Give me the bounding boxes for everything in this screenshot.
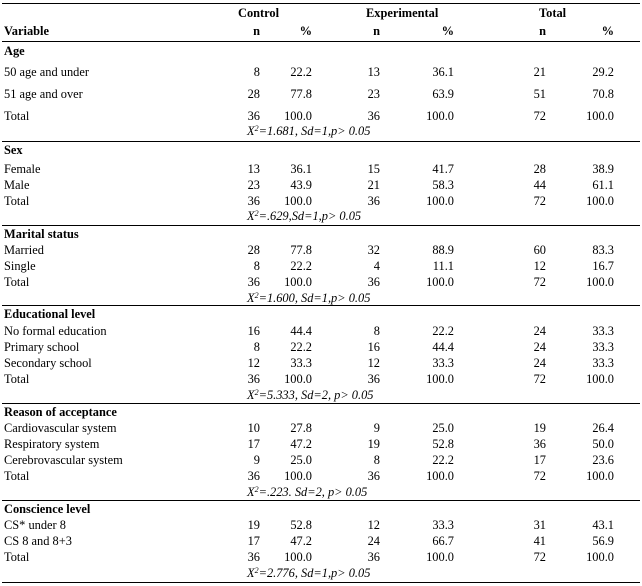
variable-header: Variable bbox=[4, 24, 49, 38]
table-cell: 36 bbox=[367, 550, 380, 564]
table-cell: 28 bbox=[247, 87, 260, 101]
table-cell: 100.0 bbox=[284, 109, 312, 123]
table-cell: 36 bbox=[367, 109, 380, 123]
table-cell: 24 bbox=[367, 534, 380, 548]
table-cell: 100.0 bbox=[284, 469, 312, 483]
table-cell: 21 bbox=[367, 178, 380, 192]
stat-text: =1.600, Sd=1,p> 0.05 bbox=[258, 291, 371, 305]
table-cell: 44 bbox=[533, 178, 546, 192]
table-cell: 36 bbox=[367, 372, 380, 386]
table-cell: 28 bbox=[247, 243, 260, 257]
stat-symbol: X bbox=[247, 291, 255, 305]
chi-square-stat bbox=[247, 291, 370, 305]
table-cell: 29.2 bbox=[592, 65, 614, 79]
section-title: Age bbox=[4, 44, 25, 58]
col-header-n: n bbox=[373, 24, 380, 38]
table-cell: 10 bbox=[247, 421, 260, 435]
stat-superscript: 2 bbox=[254, 566, 259, 575]
table-cell: 83.3 bbox=[592, 243, 614, 257]
table-cell: 61.1 bbox=[592, 178, 614, 192]
table-cell: 22.2 bbox=[432, 324, 454, 338]
stat-symbol: X bbox=[247, 485, 255, 499]
row-label: Primary school bbox=[4, 340, 80, 354]
table-cell: 27.8 bbox=[290, 421, 312, 435]
table-cell: 22.2 bbox=[290, 65, 312, 79]
row-label: Single bbox=[4, 259, 36, 273]
row-label: Male bbox=[4, 178, 30, 192]
table-cell: 100.0 bbox=[426, 469, 454, 483]
table-cell: 19 bbox=[247, 518, 260, 532]
stat-text: =.629,Sd=1,p> 0.05 bbox=[258, 209, 362, 223]
col-header-n: n bbox=[539, 24, 546, 38]
section-title: Conscience level bbox=[4, 502, 91, 516]
table-cell: 21 bbox=[533, 65, 546, 79]
table-cell: 72 bbox=[533, 109, 546, 123]
row-label: Cerebrovascular system bbox=[4, 453, 123, 467]
table-cell: 4 bbox=[373, 259, 380, 273]
table-cell: 8 bbox=[253, 259, 260, 273]
table-cell: 33.3 bbox=[592, 340, 614, 354]
row-label: Cardiovascular system bbox=[4, 421, 117, 435]
header-rule bbox=[2, 41, 640, 42]
table-cell: 17 bbox=[533, 453, 546, 467]
table-cell: 13 bbox=[247, 162, 260, 176]
chi-square-stat bbox=[247, 566, 370, 580]
section-rule bbox=[2, 500, 640, 501]
table-cell: 24 bbox=[533, 340, 546, 354]
table-cell: 36 bbox=[367, 194, 380, 208]
table-cell: 8 bbox=[253, 65, 260, 79]
table-cell: 72 bbox=[533, 275, 546, 289]
table-cell: 72 bbox=[533, 469, 546, 483]
table-cell: 36.1 bbox=[290, 162, 312, 176]
table-cell: 100.0 bbox=[284, 372, 312, 386]
table-cell: 16 bbox=[247, 324, 260, 338]
table-cell: 100.0 bbox=[586, 109, 614, 123]
chi-square-stat bbox=[247, 485, 367, 499]
col-header-pct: % bbox=[601, 24, 614, 38]
table-cell: 100.0 bbox=[426, 109, 454, 123]
row-label: Female bbox=[4, 162, 41, 176]
table-cell: 38.9 bbox=[592, 162, 614, 176]
table-cell: 100.0 bbox=[284, 194, 312, 208]
group-header-experimental: Experimental bbox=[366, 6, 439, 20]
table-cell: 72 bbox=[533, 550, 546, 564]
table-cell: 36.1 bbox=[432, 65, 454, 79]
table-cell: 100.0 bbox=[586, 275, 614, 289]
section-title: Sex bbox=[4, 143, 23, 157]
table-cell: 33.3 bbox=[592, 356, 614, 370]
table-cell: 100.0 bbox=[586, 372, 614, 386]
table-cell: 43.1 bbox=[592, 518, 614, 532]
table-cell: 100.0 bbox=[426, 372, 454, 386]
table-cell: 72 bbox=[533, 194, 546, 208]
table-top-rule bbox=[2, 3, 640, 4]
table-cell: 8 bbox=[373, 324, 380, 338]
section-rule bbox=[2, 403, 640, 404]
table-cell: 70.8 bbox=[592, 87, 614, 101]
table-cell: 11.1 bbox=[432, 259, 454, 273]
chi-square-stat bbox=[247, 124, 370, 138]
row-label: 50 age and under bbox=[4, 65, 89, 79]
col-header-pct: % bbox=[299, 24, 312, 38]
col-header-n: n bbox=[253, 24, 260, 38]
table-cell: 100.0 bbox=[284, 550, 312, 564]
table-cell: 33.3 bbox=[592, 324, 614, 338]
table-cell: 77.8 bbox=[290, 243, 312, 257]
table-cell: 43.9 bbox=[290, 178, 312, 192]
table-cell: 15 bbox=[367, 162, 380, 176]
table-cell: 9 bbox=[373, 421, 380, 435]
table-cell: 17 bbox=[247, 534, 260, 548]
table-cell: 41 bbox=[533, 534, 546, 548]
table-cell: 100.0 bbox=[426, 194, 454, 208]
stat-text: =2.776, Sd=1,p> 0.05 bbox=[258, 566, 371, 580]
table-cell: 16 bbox=[367, 340, 380, 354]
table-cell: 50.0 bbox=[592, 437, 614, 451]
row-label: Total bbox=[4, 109, 30, 123]
table-cell: 47.2 bbox=[290, 534, 312, 548]
section-rule bbox=[2, 305, 640, 306]
table-cell: 36 bbox=[247, 469, 260, 483]
section-rule bbox=[2, 582, 640, 583]
table-cell: 32 bbox=[367, 243, 380, 257]
table-cell: 33.3 bbox=[432, 356, 454, 370]
row-label: Secondary school bbox=[4, 356, 92, 370]
table-cell: 12 bbox=[367, 518, 380, 532]
row-label: 51 age and over bbox=[4, 87, 83, 101]
row-label: Respiratory system bbox=[4, 437, 100, 451]
stat-superscript: 2 bbox=[254, 388, 259, 397]
stat-superscript: 2 bbox=[254, 291, 259, 300]
stat-text: =1.681, Sd=1,p> 0.05 bbox=[258, 124, 371, 138]
table-cell: 100.0 bbox=[586, 469, 614, 483]
section-title: Educational level bbox=[4, 307, 96, 321]
table-cell: 88.9 bbox=[432, 243, 454, 257]
stat-superscript: 2 bbox=[254, 124, 259, 133]
row-label: Total bbox=[4, 550, 30, 564]
stat-symbol: X bbox=[247, 388, 255, 402]
table-cell: 63.9 bbox=[432, 87, 454, 101]
table-cell: 47.2 bbox=[290, 437, 312, 451]
table-cell: 16.7 bbox=[592, 259, 614, 273]
table-cell: 60 bbox=[533, 243, 546, 257]
table-cell: 19 bbox=[367, 437, 380, 451]
stat-text: =.223. Sd=2, p> 0.05 bbox=[258, 485, 368, 499]
table-cell: 24 bbox=[533, 356, 546, 370]
table-cell: 22.2 bbox=[432, 453, 454, 467]
table-cell: 8 bbox=[253, 340, 260, 354]
table-cell: 100.0 bbox=[586, 550, 614, 564]
table-cell: 22.2 bbox=[290, 259, 312, 273]
table-cell: 24 bbox=[533, 324, 546, 338]
table-cell: 19 bbox=[533, 421, 546, 435]
table-cell: 26.4 bbox=[592, 421, 614, 435]
chi-square-stat bbox=[247, 388, 374, 402]
table-cell: 58.3 bbox=[432, 178, 454, 192]
row-label: Total bbox=[4, 469, 30, 483]
table-cell: 36 bbox=[247, 372, 260, 386]
group-header-total: Total bbox=[539, 6, 567, 20]
table-cell: 13 bbox=[367, 65, 380, 79]
section-rule bbox=[2, 225, 640, 226]
table-cell: 22.2 bbox=[290, 340, 312, 354]
table-cell: 44.4 bbox=[290, 324, 312, 338]
stat-superscript: 2 bbox=[254, 485, 259, 494]
section-title: Reason of acceptance bbox=[4, 405, 117, 419]
group-header-control: Control bbox=[238, 6, 280, 20]
stat-symbol: X bbox=[247, 566, 255, 580]
table-cell: 100.0 bbox=[586, 194, 614, 208]
table-cell: 23 bbox=[247, 178, 260, 192]
table-cell: 36 bbox=[533, 437, 546, 451]
table-cell: 8 bbox=[373, 453, 380, 467]
row-label: Total bbox=[4, 194, 30, 208]
table-cell: 36 bbox=[247, 275, 260, 289]
table-cell: 72 bbox=[533, 372, 546, 386]
table-cell: 66.7 bbox=[432, 534, 454, 548]
row-label: Total bbox=[4, 275, 30, 289]
row-label: CS* under 8 bbox=[4, 518, 66, 532]
table-cell: 17 bbox=[247, 437, 260, 451]
table-cell: 56.9 bbox=[592, 534, 614, 548]
table-cell: 77.8 bbox=[290, 87, 312, 101]
table-cell: 44.4 bbox=[432, 340, 454, 354]
table-cell: 52.8 bbox=[290, 518, 312, 532]
table-cell: 100.0 bbox=[426, 550, 454, 564]
stat-symbol: X bbox=[247, 124, 255, 138]
table-cell: 9 bbox=[253, 453, 260, 467]
table-cell: 36 bbox=[367, 469, 380, 483]
row-label: CS 8 and 8+3 bbox=[4, 534, 72, 548]
row-label: Total bbox=[4, 372, 30, 386]
table-cell: 52.8 bbox=[432, 437, 454, 451]
table-cell: 33.3 bbox=[432, 518, 454, 532]
table-cell: 41.7 bbox=[432, 162, 454, 176]
table-cell: 33.3 bbox=[290, 356, 312, 370]
table-cell: 12 bbox=[367, 356, 380, 370]
table-cell: 31 bbox=[533, 518, 546, 532]
chi-square-stat bbox=[247, 209, 361, 223]
table-cell: 12 bbox=[247, 356, 260, 370]
stat-symbol: X bbox=[247, 209, 255, 223]
table-cell: 23 bbox=[367, 87, 380, 101]
table-cell: 23.6 bbox=[592, 453, 614, 467]
table-cell: 12 bbox=[533, 259, 546, 273]
table-cell: 36 bbox=[247, 194, 260, 208]
table-cell: 25.0 bbox=[432, 421, 454, 435]
table-cell: 36 bbox=[247, 550, 260, 564]
row-label: No formal education bbox=[4, 324, 107, 338]
table-cell: 51 bbox=[533, 87, 546, 101]
table-cell: 25.0 bbox=[290, 453, 312, 467]
table-cell: 100.0 bbox=[284, 275, 312, 289]
table-cell: 36 bbox=[367, 275, 380, 289]
stat-text: =5.333, Sd=2, p> 0.05 bbox=[258, 388, 374, 402]
section-title: Marital status bbox=[4, 227, 79, 241]
stat-superscript: 2 bbox=[254, 209, 259, 218]
section-rule bbox=[2, 141, 640, 142]
table-cell: 36 bbox=[247, 109, 260, 123]
col-header-pct: % bbox=[441, 24, 454, 38]
row-label: Married bbox=[4, 243, 44, 257]
table-cell: 28 bbox=[533, 162, 546, 176]
table-cell: 100.0 bbox=[426, 275, 454, 289]
